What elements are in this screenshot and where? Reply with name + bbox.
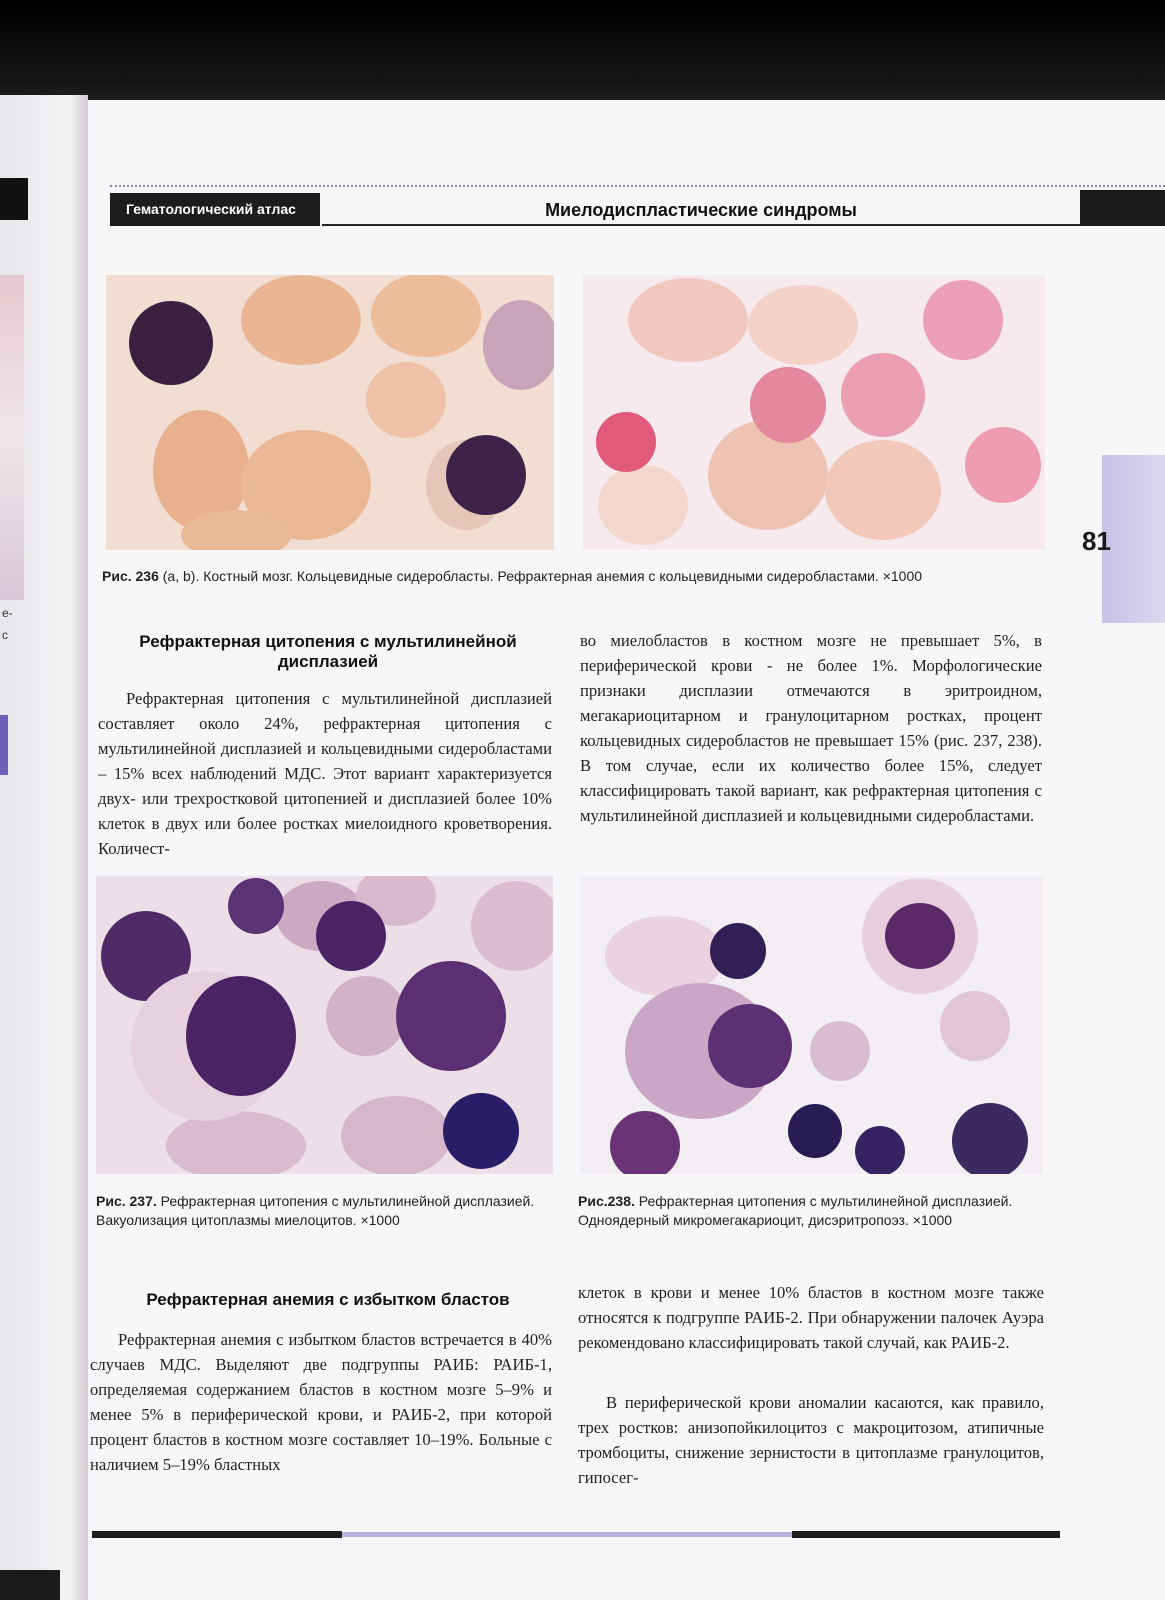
footer-rule-left bbox=[92, 1531, 342, 1538]
previous-page-text-fragment: с bbox=[2, 628, 8, 642]
micrograph-237 bbox=[96, 876, 553, 1174]
figure-236-text: (a, b). Костный мозг. Кольцевидные сидеробласты. Рефрактерная анемия с кольцевидными сидеробластами. ×1000 bbox=[162, 568, 923, 584]
micrograph-236b bbox=[583, 275, 1045, 550]
body-text-column-right: во миелобластов в костном мозге не превышает 5%, в периферической крови - не более 1%. Морфологические признаки дисплазии отмечаются в эритроидном, мегакариоцитарном и гранулоцитарном ростках, процент кольцевидных сидеробластов не превышает 15% (рис. 237, 238). В том случае, если их количество более 15%, следует классифицировать такой вариант, как рефрактерная цитопения с мультилинейной дисплазией и кольцевидными сидеробластами. bbox=[580, 631, 1042, 825]
figure-237-text: Рефрактерная цитопения с мультилинейной дисплазией. Вакуолизация цитоплазмы миелоцитов. ×1000 bbox=[96, 1193, 535, 1228]
figure-238-caption bbox=[578, 1192, 1044, 1230]
footer-rule-accent bbox=[342, 1532, 792, 1537]
previous-page-accent-stripe bbox=[0, 715, 8, 775]
previous-page-header-tab bbox=[0, 178, 28, 220]
header-dotted-rule bbox=[110, 185, 1165, 187]
section-heading-rcmd: Рефрактерная цитопения с мультилинейной дисплазией bbox=[139, 632, 517, 671]
page-number: 81 bbox=[1082, 526, 1111, 556]
figure-236-label: Рис. 236 bbox=[102, 568, 159, 584]
figure-237-label: Рис. 237. bbox=[96, 1193, 157, 1209]
body-text-column-left-2: Рефрактерная анемия с избытком бластов встречается в 40% случаев МДС. Выделяют две подгруппы РАИБ: РАИБ-1, определяемая содержанием бластов в костном мозге 5–9% и менее 5% в периферической крови, и РАИБ-2, при которой процент бластов в костном мозге составляет 10–19%. Больные с наличием 5–19% бластных bbox=[90, 1330, 552, 1474]
body-text-column-right-2a: клеток в крови и менее 10% бластов в костном мозге также относятся к подгруппе РАИБ-2. При обнаружении палочек Ауэра рекомендовано классифицировать такой случай, как РАИБ-2. bbox=[578, 1283, 1044, 1352]
figure-238-label: Рис.238. bbox=[578, 1193, 635, 1209]
running-header-book-title: Гематологический атлас bbox=[110, 193, 320, 226]
micrograph-238 bbox=[580, 876, 1043, 1174]
figure-237-caption bbox=[96, 1192, 552, 1230]
running-header-chapter-title: Миелодиспластические синдромы bbox=[322, 196, 1080, 226]
thumb-index-tab bbox=[1102, 455, 1165, 623]
previous-page-text-fragment: е- bbox=[2, 606, 13, 620]
micrograph-236a bbox=[106, 275, 554, 550]
figure-236-caption bbox=[102, 567, 1047, 586]
previous-page-image-edge bbox=[0, 275, 24, 600]
body-text-column-left: Рефрактерная цитопения с мультилинейной дисплазией составляет около 24%, рефрактерная цитопения с мультилинейной дисплазией и кольцевидными сидеробластами – 15% всех наблюдений МДС. Этот вариант характеризуется двух- или трехростковой цитопенией и дисплазией более 10% клеток в двух или более ростках миелоидного кроветворения. Количест- bbox=[98, 689, 552, 858]
section-heading-raeb: Рефрактерная анемия с избытком бластов bbox=[146, 1290, 510, 1309]
body-text-column-right-2b: В периферической крови аномалии касаются, как правило, трех ростков: анизопойкилоцитоз с макроцитозом, атипичные тромбоциты, снижение зернистости в цитоплазме гранулоцитов, гипосег- bbox=[578, 1393, 1044, 1487]
footer-rule-right bbox=[792, 1531, 1060, 1538]
scan-bottom-shadow bbox=[0, 1570, 60, 1600]
running-header-end-block bbox=[1080, 190, 1165, 226]
figure-238-text: Рефрактерная цитопения с мультилинейной дисплазией. Одноядерный микромегакариоцит, дисэритропоэз. ×1000 bbox=[578, 1193, 1013, 1228]
